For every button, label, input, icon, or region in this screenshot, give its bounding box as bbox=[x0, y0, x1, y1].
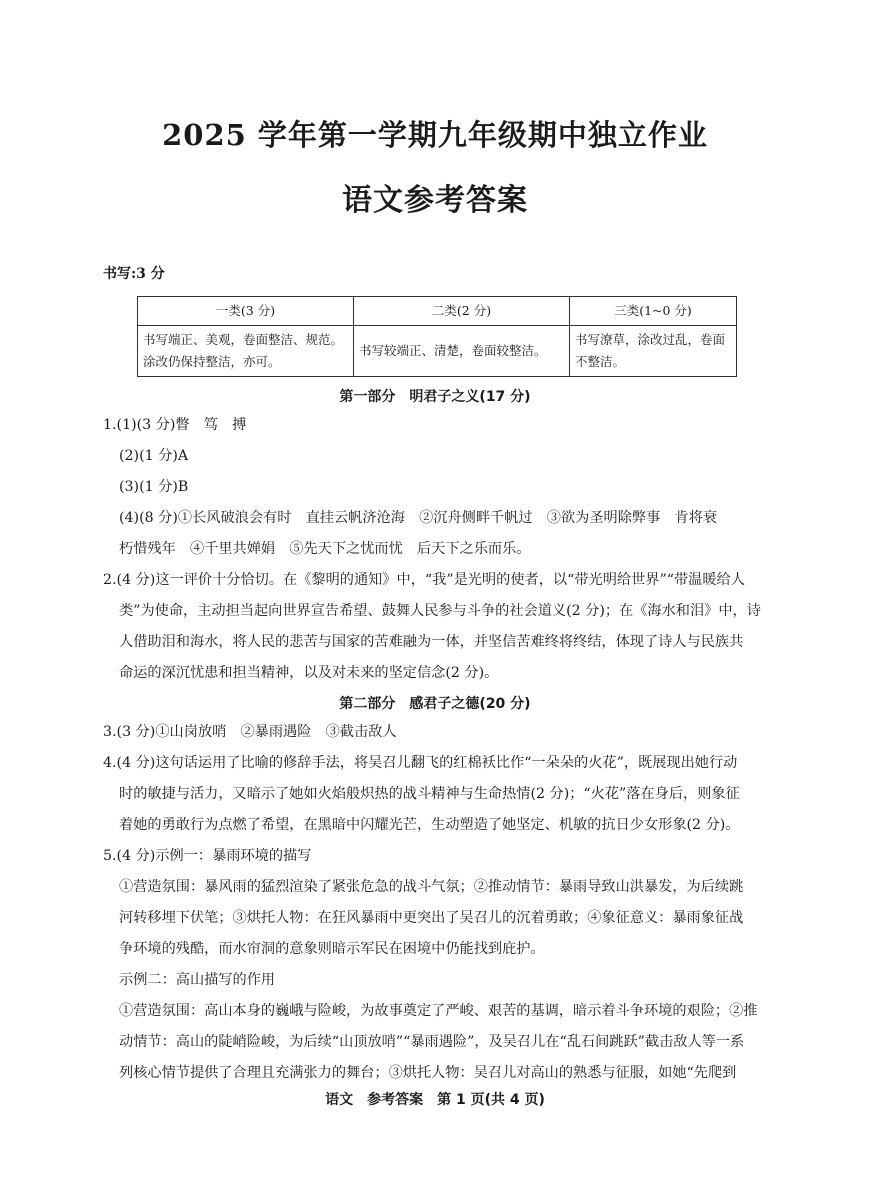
answer-line: 争环境的残酷，而水帘洞的意象则暗示军民在困境中仍能找到庇护。 bbox=[119, 941, 545, 957]
document-subtitle: 语文参考答案 bbox=[342, 183, 528, 218]
section-heading-part2: 第二部分 感君子之德(20 分) bbox=[339, 696, 531, 712]
answer-line: 列核心情节提供了合理且充满张力的舞台；③烘托人物：吴召儿对高山的熟悉与征服，如她“先爬到 bbox=[119, 1065, 737, 1081]
table-header-row bbox=[138, 297, 737, 326]
answer-line: (4)(8 分)①长风破浪会有时 直挂云帆济沧海 ②沉舟侧畔千帆过 ③欲为圣明除弊事 肯将衰 bbox=[119, 510, 718, 526]
table-row bbox=[138, 326, 737, 377]
answer-line: 动情节：高山的陡峭险峻，为后续“山顶放哨”“暴雨遇险”，及吴召儿在“乱石间跳跃”截击敌人等一系 bbox=[119, 1034, 745, 1050]
answer-line: 河转移埋下伏笔；③烘托人物：在狂风暴雨中更突出了吴召儿的沉着勇敢；④象征意义：暴雨象征战 bbox=[119, 910, 744, 926]
table-cell: 书写较端正、清楚，卷面较整洁。 bbox=[354, 326, 570, 377]
table-header-cell: 二类(2 分) bbox=[354, 297, 570, 326]
writing-score-label: 书写:3 分 bbox=[103, 266, 165, 282]
answer-line: 类”为使命，主动担当起向世界宣告希望、鼓舞人民参与斗争的社会道义(2 分)；在《海水和泪》中，诗 bbox=[119, 603, 761, 619]
answer-line: 着她的勇敢行为点燃了希望，在黑暗中闪耀光芒，生动塑造了她坚定、机敏的抗日少女形象(2 分)。 bbox=[119, 817, 740, 833]
table-header-cell: 一类(3 分) bbox=[138, 297, 354, 326]
answer-line: 5.(4 分)示例一：暴雨环境的描写 bbox=[103, 848, 312, 864]
table-cell: 书写端正、美观，卷面整洁、规范。涂改仍保持整洁，亦可。 bbox=[138, 326, 354, 377]
section-heading-part1: 第一部分 明君子之义(17 分) bbox=[339, 389, 531, 405]
table-header-cell: 三类(1~0 分) bbox=[570, 297, 737, 326]
answer-line: 示例二：高山描写的作用 bbox=[119, 972, 276, 988]
writing-grade-table bbox=[137, 296, 737, 377]
answer-line: (3)(1 分)B bbox=[119, 479, 189, 495]
document-title: 2025 学年第一学期九年级期中独立作业 bbox=[162, 118, 708, 152]
answer-line: 人借助泪和海水，将人民的悲苦与国家的苦难融为一体，并坚信苦难终将终结，体现了诗人与民族共 bbox=[119, 634, 744, 650]
answer-line: 1.(1)(3 分)瞥 笃 搏 bbox=[103, 417, 247, 433]
answer-line: 2.(4 分)这一评价十分恰切。在《黎明的通知》中，“我”是光明的使者，以“带光明给世界”“带温暖给人 bbox=[103, 572, 745, 588]
answer-line: (2)(1 分)A bbox=[119, 448, 189, 464]
answer-line: 命运的深沉忧患和担当精神，以及对未来的坚定信念(2 分)。 bbox=[119, 665, 499, 681]
answer-line: 3.(3 分)①山岗放哨 ②暴雨遇险 ③截击敌人 bbox=[103, 724, 397, 740]
page-footer: 语文 参考答案 第 1 页(共 4 页) bbox=[325, 1092, 545, 1108]
answer-line: 朽惜残年 ④千里共婵娟 ⑤先天下之忧而忧 后天下之乐而乐。 bbox=[119, 541, 531, 557]
answer-line: ①营造氛围：暴风雨的猛烈渲染了紧张危急的战斗气氛；②推动情节：暴雨导致山洪暴发，为后续跳 bbox=[119, 879, 744, 895]
answer-line: 4.(4 分)这句话运用了比喻的修辞手法，将吴召儿翻飞的红棉袄比作“一朵朵的火花”，既展现出她行动 bbox=[103, 755, 738, 771]
answer-line: 时的敏捷与活力，又暗示了她如火焰般炽热的战斗精神与生命热情(2 分)；“火花”落在身后，则象征 bbox=[119, 786, 740, 802]
table-cell: 书写潦草，涂改过乱，卷面不整洁。 bbox=[570, 326, 737, 377]
answer-line: ①营造氛围：高山本身的巍峨与险峻，为故事奠定了严峻、艰苦的基调，暗示着斗争环境的艰险；②推 bbox=[119, 1003, 758, 1019]
